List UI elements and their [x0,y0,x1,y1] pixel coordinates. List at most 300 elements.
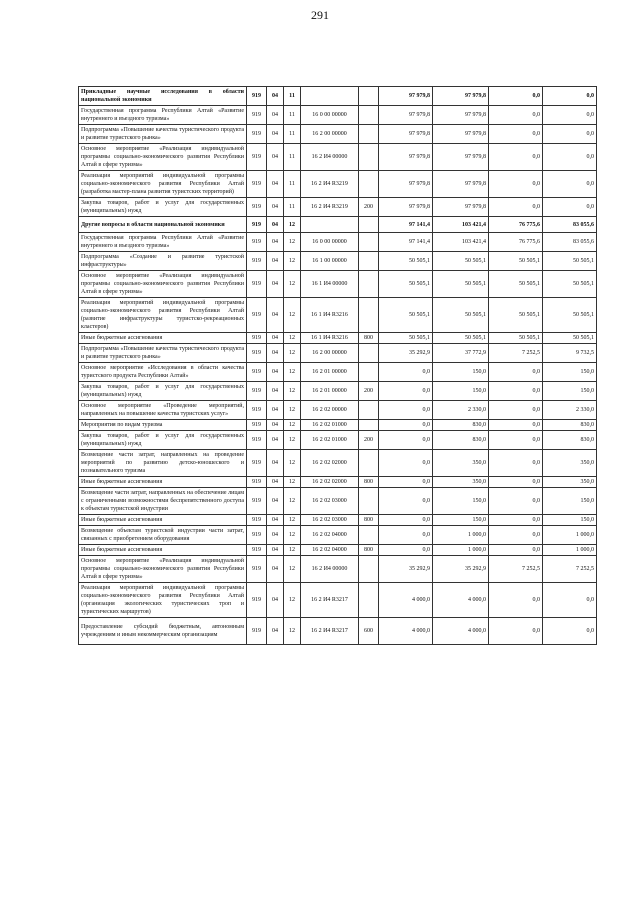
cell-expense-type [359,87,379,106]
cell-name: Иные бюджетные ассигнования [79,545,247,556]
cell-amount-3: 0,0 [489,515,543,526]
cell-amount-1: 35 292,9 [379,344,433,363]
cell-name: Мероприятия по видам туризма [79,420,247,431]
table-row [79,488,597,515]
table-row [79,344,597,363]
cell-target-article: 16 2 И4 R3217 [301,618,359,645]
cell-subsection-code: 12 [284,583,301,618]
cell-name: Возмещение части затрат, направленных на проведение мероприятий по развитию детско-юношеского и познавательного туризма [79,450,247,477]
cell-subsection-code: 12 [284,271,301,298]
table-row [79,106,597,125]
cell-ministry-code: 919 [247,125,267,144]
cell-amount-3: 0,0 [489,171,543,198]
cell-ministry-code: 919 [247,344,267,363]
cell-amount-2: 50 505,1 [433,333,489,344]
cell-amount-3: 50 505,1 [489,333,543,344]
cell-ministry-code: 919 [247,198,267,217]
cell-ministry-code: 919 [247,217,267,233]
cell-amount-3: 0,0 [489,106,543,125]
cell-amount-3: 0,0 [489,488,543,515]
cell-amount-4: 7 252,5 [543,556,597,583]
cell-amount-4: 150,0 [543,363,597,382]
cell-section-code: 04 [267,333,284,344]
cell-amount-1: 0,0 [379,431,433,450]
cell-subsection-code: 12 [284,344,301,363]
cell-section-code: 04 [267,488,284,515]
cell-ministry-code: 919 [247,450,267,477]
table-row [79,87,597,106]
cell-expense-type [359,420,379,431]
table-row [79,252,597,271]
cell-section-code: 04 [267,556,284,583]
cell-name: Подпрограмма «Повышение качества туристического продукта и развитие туристского рынка» [79,344,247,363]
cell-ministry-code: 919 [247,401,267,420]
cell-section-code: 04 [267,431,284,450]
cell-amount-3: 0,0 [489,401,543,420]
cell-section-code: 04 [267,252,284,271]
cell-target-article: 16 2 02 04000 [301,526,359,545]
table-row [79,171,597,198]
cell-expense-type [359,298,379,333]
cell-amount-1: 50 505,1 [379,271,433,298]
cell-amount-3: 0,0 [489,545,543,556]
cell-ministry-code: 919 [247,233,267,252]
cell-amount-3: 0,0 [489,450,543,477]
cell-name: Предоставление субсидий бюджетным, автономным учреждениям и иным некоммерческим организациям [79,618,247,645]
cell-amount-4: 150,0 [543,382,597,401]
table-row [79,450,597,477]
cell-amount-4: 1 000,0 [543,526,597,545]
cell-amount-2: 4 000,0 [433,618,489,645]
cell-expense-type [359,125,379,144]
cell-name: Возмещение части затрат, направленных на обеспечение лицам с ограниченными возможностями беспрепятственного доступа к объектам туристской индустрии [79,488,247,515]
cell-subsection-code: 12 [284,217,301,233]
cell-amount-3: 7 252,5 [489,344,543,363]
cell-expense-type [359,488,379,515]
cell-amount-3: 50 505,1 [489,271,543,298]
cell-name: Иные бюджетные ассигнования [79,333,247,344]
cell-section-code: 04 [267,420,284,431]
cell-amount-1: 0,0 [379,401,433,420]
cell-section-code: 04 [267,526,284,545]
cell-amount-3: 0,0 [489,477,543,488]
cell-subsection-code: 12 [284,298,301,333]
cell-amount-2: 97 979,8 [433,106,489,125]
cell-expense-type [359,171,379,198]
cell-subsection-code: 11 [284,106,301,125]
cell-subsection-code: 12 [284,515,301,526]
cell-amount-2: 150,0 [433,363,489,382]
cell-amount-2: 150,0 [433,515,489,526]
cell-section-code: 04 [267,363,284,382]
cell-amount-4: 2 330,0 [543,401,597,420]
cell-amount-4: 9 732,5 [543,344,597,363]
cell-amount-3: 0,0 [489,363,543,382]
cell-expense-type [359,583,379,618]
cell-ministry-code: 919 [247,171,267,198]
cell-ministry-code: 919 [247,515,267,526]
cell-amount-3: 50 505,1 [489,252,543,271]
cell-amount-4: 0,0 [543,583,597,618]
cell-amount-2: 150,0 [433,488,489,515]
cell-amount-3: 0,0 [489,144,543,171]
cell-expense-type [359,271,379,298]
cell-target-article: 16 2 И4 R3219 [301,171,359,198]
cell-target-article: 16 2 02 01000 [301,420,359,431]
cell-section-code: 04 [267,271,284,298]
cell-subsection-code: 12 [284,450,301,477]
table-row [79,526,597,545]
cell-amount-3: 0,0 [489,618,543,645]
cell-amount-3: 7 252,5 [489,556,543,583]
cell-section-code: 04 [267,198,284,217]
cell-name: Иные бюджетные ассигнования [79,477,247,488]
cell-name: Другие вопросы в области национальной экономики [79,217,247,233]
cell-ministry-code: 919 [247,271,267,298]
cell-amount-4: 350,0 [543,477,597,488]
cell-ministry-code: 919 [247,526,267,545]
cell-expense-type: 600 [359,618,379,645]
table-row [79,144,597,171]
cell-subsection-code: 12 [284,233,301,252]
cell-subsection-code: 12 [284,252,301,271]
cell-expense-type: 800 [359,545,379,556]
cell-section-code: 04 [267,171,284,198]
cell-amount-1: 50 505,1 [379,333,433,344]
cell-amount-1: 0,0 [379,420,433,431]
cell-expense-type: 800 [359,477,379,488]
cell-amount-2: 97 979,8 [433,125,489,144]
cell-amount-1: 97 141,4 [379,233,433,252]
cell-target-article: 16 2 00 00000 [301,125,359,144]
cell-name: Основное мероприятие «Проведение мероприятий, направленных на повышение качества туристских услуг» [79,401,247,420]
cell-amount-4: 83 055,6 [543,217,597,233]
cell-ministry-code: 919 [247,363,267,382]
cell-target-article: 16 1 00 00000 [301,252,359,271]
cell-amount-4: 50 505,1 [543,298,597,333]
cell-section-code: 04 [267,87,284,106]
cell-amount-4: 50 505,1 [543,333,597,344]
cell-section-code: 04 [267,106,284,125]
cell-amount-2: 103 421,4 [433,217,489,233]
table-row [79,125,597,144]
cell-name: Реализация мероприятий индивидуальной программы социально-экономического развития Республики Алтай (развитие инфраструктуры туристско-рекреационных кластеров) [79,298,247,333]
cell-amount-1: 0,0 [379,363,433,382]
table-row [79,382,597,401]
cell-expense-type: 800 [359,515,379,526]
cell-expense-type [359,401,379,420]
cell-target-article: 16 2 02 01000 [301,431,359,450]
cell-expense-type [359,526,379,545]
cell-target-article: 16 1 И4 R3216 [301,298,359,333]
cell-amount-1: 35 292,9 [379,556,433,583]
cell-amount-3: 76 775,6 [489,217,543,233]
cell-amount-3: 0,0 [489,526,543,545]
cell-amount-2: 1 000,0 [433,545,489,556]
cell-amount-4: 50 505,1 [543,271,597,298]
cell-target-article: 16 2 02 00000 [301,401,359,420]
cell-amount-1: 97 979,8 [379,144,433,171]
cell-amount-3: 0,0 [489,87,543,106]
cell-subsection-code: 11 [284,171,301,198]
cell-subsection-code: 12 [284,420,301,431]
cell-amount-4: 83 055,6 [543,233,597,252]
cell-amount-2: 830,0 [433,431,489,450]
cell-amount-4: 0,0 [543,171,597,198]
cell-section-code: 04 [267,450,284,477]
cell-target-article: 16 2 И4 00000 [301,556,359,583]
cell-expense-type: 200 [359,431,379,450]
cell-amount-4: 0,0 [543,198,597,217]
cell-target-article: 16 0 00 00000 [301,106,359,125]
table-row [79,333,597,344]
cell-amount-1: 0,0 [379,450,433,477]
cell-amount-1: 50 505,1 [379,298,433,333]
cell-name: Закупка товаров, работ и услуг для государственных (муниципальных) нужд [79,431,247,450]
cell-target-article: 16 2 00 00000 [301,344,359,363]
cell-amount-4: 50 505,1 [543,252,597,271]
cell-name: Закупка товаров, работ и услуг для государственных (муниципальных) нужд [79,382,247,401]
budget-table [78,86,597,645]
cell-name: Государственная программа Республики Алтай «Развитие внутреннего и въездного туризма» [79,233,247,252]
cell-ministry-code: 919 [247,298,267,333]
cell-subsection-code: 12 [284,401,301,420]
cell-expense-type [359,144,379,171]
table-row [79,271,597,298]
cell-amount-1: 0,0 [379,526,433,545]
cell-target-article: 16 2 02 03000 [301,515,359,526]
cell-amount-2: 2 330,0 [433,401,489,420]
cell-amount-1: 0,0 [379,515,433,526]
cell-amount-3: 0,0 [489,382,543,401]
table-row [79,431,597,450]
cell-amount-3: 50 505,1 [489,298,543,333]
cell-amount-2: 4 000,0 [433,583,489,618]
cell-amount-2: 350,0 [433,477,489,488]
cell-amount-3: 0,0 [489,431,543,450]
table-row [79,618,597,645]
cell-amount-2: 50 505,1 [433,252,489,271]
cell-amount-1: 50 505,1 [379,252,433,271]
cell-subsection-code: 12 [284,545,301,556]
cell-amount-4: 830,0 [543,431,597,450]
cell-amount-2: 830,0 [433,420,489,431]
cell-name: Иные бюджетные ассигнования [79,515,247,526]
table-row [79,583,597,618]
cell-amount-1: 97 979,8 [379,198,433,217]
cell-subsection-code: 12 [284,526,301,545]
cell-ministry-code: 919 [247,333,267,344]
table-row [79,515,597,526]
cell-expense-type [359,363,379,382]
cell-amount-1: 0,0 [379,382,433,401]
cell-amount-3: 0,0 [489,583,543,618]
cell-subsection-code: 12 [284,556,301,583]
cell-expense-type [359,217,379,233]
cell-amount-1: 4 000,0 [379,583,433,618]
cell-name: Прикладные научные исследования в области национальной экономики [79,87,247,106]
cell-ministry-code: 919 [247,618,267,645]
cell-subsection-code: 12 [284,618,301,645]
table-row [79,363,597,382]
cell-name: Основное мероприятие «Реализация индивидуальной программы социально-экономического развития Республики Алтай в сфере туризма» [79,271,247,298]
cell-ministry-code: 919 [247,583,267,618]
cell-section-code: 04 [267,545,284,556]
cell-ministry-code: 919 [247,477,267,488]
cell-amount-2: 97 979,8 [433,144,489,171]
cell-target-article [301,87,359,106]
cell-expense-type [359,233,379,252]
cell-ministry-code: 919 [247,144,267,171]
table-row [79,477,597,488]
cell-expense-type: 200 [359,198,379,217]
cell-ministry-code: 919 [247,420,267,431]
cell-target-article: 16 2 И4 00000 [301,144,359,171]
cell-expense-type [359,106,379,125]
cell-amount-4: 830,0 [543,420,597,431]
cell-amount-2: 350,0 [433,450,489,477]
table-row [79,556,597,583]
cell-amount-2: 50 505,1 [433,298,489,333]
cell-subsection-code: 12 [284,431,301,450]
cell-name: Основное мероприятие «Реализация индивидуальной программы социально-экономического развития Республики Алтай в сфере туризма» [79,144,247,171]
table-row [79,545,597,556]
cell-name: Государственная программа Республики Алтай «Развитие внутреннего и въездного туризма» [79,106,247,125]
table-row [79,420,597,431]
cell-expense-type [359,450,379,477]
cell-name: Реализация мероприятий индивидуальной программы социально-экономического развития Республики Алтай (организация экологических туристических троп и туристических маршрутов) [79,583,247,618]
cell-expense-type [359,252,379,271]
cell-amount-2: 97 979,8 [433,198,489,217]
cell-target-article: 16 2 02 03000 [301,488,359,515]
cell-amount-3: 0,0 [489,420,543,431]
cell-amount-1: 97 979,8 [379,171,433,198]
cell-subsection-code: 12 [284,363,301,382]
cell-name: Возмещение объектам туристской индустрии части затрат, связанных с приобретением оборудования [79,526,247,545]
cell-target-article: 16 2 02 02000 [301,450,359,477]
cell-subsection-code: 11 [284,87,301,106]
table-row [79,401,597,420]
cell-name: Закупка товаров, работ и услуг для государственных (муниципальных) нужд [79,198,247,217]
cell-amount-1: 97 979,8 [379,125,433,144]
cell-amount-2: 37 772,9 [433,344,489,363]
cell-target-article: 16 1 И4 R3216 [301,333,359,344]
cell-target-article: 16 0 00 00000 [301,233,359,252]
cell-section-code: 04 [267,217,284,233]
table-row [79,217,597,233]
cell-target-article: 16 2 И4 R3217 [301,583,359,618]
cell-ministry-code: 919 [247,106,267,125]
cell-amount-4: 0,0 [543,125,597,144]
cell-expense-type [359,556,379,583]
cell-amount-4: 0,0 [543,144,597,171]
cell-amount-1: 97 979,8 [379,87,433,106]
cell-ministry-code: 919 [247,87,267,106]
cell-section-code: 04 [267,515,284,526]
cell-section-code: 04 [267,618,284,645]
cell-section-code: 04 [267,125,284,144]
table-body [79,87,597,645]
cell-amount-3: 0,0 [489,198,543,217]
cell-amount-1: 97 979,8 [379,106,433,125]
table-row [79,298,597,333]
cell-ministry-code: 919 [247,488,267,515]
cell-section-code: 04 [267,382,284,401]
cell-section-code: 04 [267,583,284,618]
cell-amount-3: 76 775,6 [489,233,543,252]
cell-section-code: 04 [267,401,284,420]
cell-ministry-code: 919 [247,556,267,583]
cell-section-code: 04 [267,344,284,363]
cell-amount-4: 1 000,0 [543,545,597,556]
cell-expense-type: 200 [359,382,379,401]
cell-amount-2: 50 505,1 [433,271,489,298]
cell-amount-3: 0,0 [489,125,543,144]
cell-amount-2: 1 000,0 [433,526,489,545]
cell-amount-1: 0,0 [379,477,433,488]
cell-amount-4: 0,0 [543,106,597,125]
cell-subsection-code: 12 [284,488,301,515]
cell-amount-4: 0,0 [543,87,597,106]
cell-target-article: 16 2 02 04000 [301,545,359,556]
page-number: 291 [311,8,329,22]
cell-amount-1: 0,0 [379,488,433,515]
cell-amount-1: 4 000,0 [379,618,433,645]
cell-amount-4: 350,0 [543,450,597,477]
cell-amount-2: 97 979,8 [433,87,489,106]
cell-amount-2: 97 979,8 [433,171,489,198]
cell-target-article: 16 2 И4 R3219 [301,198,359,217]
cell-expense-type: 800 [359,333,379,344]
cell-amount-4: 0,0 [543,618,597,645]
cell-section-code: 04 [267,233,284,252]
cell-amount-2: 35 292,9 [433,556,489,583]
cell-target-article [301,217,359,233]
cell-amount-2: 103 421,4 [433,233,489,252]
cell-target-article: 16 1 И4 00000 [301,271,359,298]
cell-subsection-code: 12 [284,477,301,488]
cell-amount-4: 150,0 [543,515,597,526]
cell-subsection-code: 12 [284,333,301,344]
cell-amount-1: 0,0 [379,545,433,556]
cell-target-article: 16 2 01 00000 [301,382,359,401]
cell-amount-4: 150,0 [543,488,597,515]
cell-ministry-code: 919 [247,382,267,401]
table-row [79,198,597,217]
cell-section-code: 04 [267,144,284,171]
cell-ministry-code: 919 [247,252,267,271]
cell-name: Подпрограмма «Создание и развитие туристской инфраструктуры» [79,252,247,271]
cell-section-code: 04 [267,477,284,488]
cell-target-article: 16 2 02 02000 [301,477,359,488]
cell-subsection-code: 11 [284,125,301,144]
cell-expense-type [359,344,379,363]
cell-name: Основное мероприятие «Исследования в области качества туристского продукта Республики Алтай» [79,363,247,382]
cell-amount-2: 150,0 [433,382,489,401]
cell-name: Подпрограмма «Повышение качества туристического продукта и развитие туристского рынка» [79,125,247,144]
cell-target-article: 16 2 01 00000 [301,363,359,382]
cell-name: Основное мероприятие «Реализация индивидуальной программы социально-экономического развития Республики Алтай в сфере туризма» [79,556,247,583]
cell-subsection-code: 12 [284,382,301,401]
cell-subsection-code: 11 [284,144,301,171]
cell-ministry-code: 919 [247,431,267,450]
table-row [79,233,597,252]
cell-section-code: 04 [267,298,284,333]
cell-name: Реализация мероприятий индивидуальной программы социально-экономического развития Республики Алтай (разработка мастер-плана развития туристских территорий) [79,171,247,198]
cell-ministry-code: 919 [247,545,267,556]
cell-subsection-code: 11 [284,198,301,217]
cell-amount-1: 97 141,4 [379,217,433,233]
